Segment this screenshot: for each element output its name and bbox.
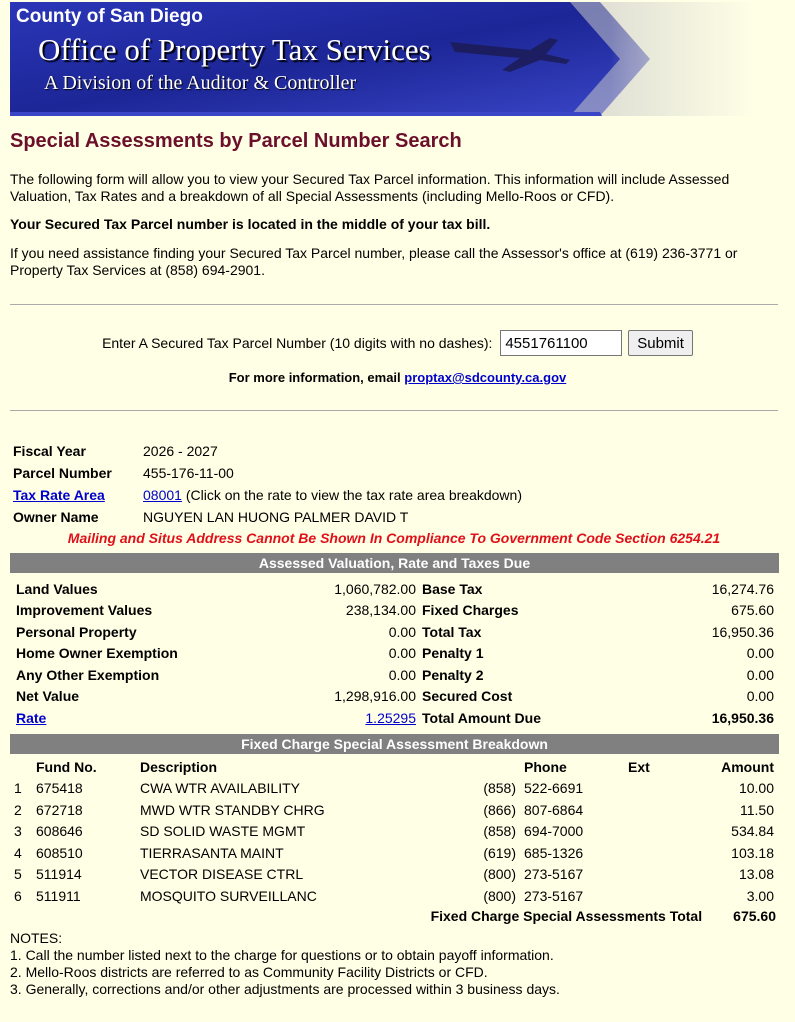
improvement-value: 238,134.00 [345,602,416,619]
fixed-charge-row [10,778,778,800]
fixed-charge-n: 2 [14,801,22,818]
search-label: Enter A Secured Tax Parcel Number (10 digits with no dashes): [102,335,493,351]
tax-rate-area-row [10,484,525,506]
home-owner-exemption-label: Home Owner Exemption [16,645,178,662]
penalty-2-label: Penalty 2 [422,666,484,683]
fixed-charge-fund: 608510 [36,844,83,861]
total-due-label: Total Amount Due [422,709,541,726]
fixed-charge-row [10,821,778,843]
owner-value: NGUYEN LAN HUONG PALMER DAVID T [143,509,409,525]
total-tax-label: Total Tax [422,623,482,640]
fixed-charges-label: Fixed Charges [422,602,519,619]
fixed-charge-amount: 3.00 [746,887,774,904]
fixed-charge-ext [624,821,686,843]
fixed-charge-header-row [10,756,778,778]
fixed-charge-phone: 522-6691 [524,780,584,797]
penalty-2-value: 0.00 [746,666,774,683]
fixed-charge-area: (800) [483,866,516,883]
valuation-table [13,578,777,729]
intro-parcel-location: Your Secured Tax Parcel number is located in the middle of your tax bill. [10,216,491,232]
owner-row [10,506,525,528]
note-2: 2. Mello-Roos districts are referred to as Community Facility Districts or CFD. [10,964,488,980]
fixed-charge-area: (858) [483,823,516,840]
valuation-row [13,686,777,708]
tax-rate-area-value-link[interactable]: 08001 [143,487,182,503]
fixed-charge-n: 1 [14,780,22,797]
col-phone: Phone [524,758,567,775]
fixed-charge-desc: MWD WTR STANDBY CHRG [140,801,325,818]
fixed-charge-fund: 511911 [36,887,81,904]
fixed-charges-value: 675.60 [731,602,774,619]
fixed-charge-total-value: 675.60 [733,908,776,924]
penalty-1-value: 0.00 [746,645,774,662]
personal-property-label: Personal Property [16,623,137,640]
note-3: 3. Generally, corrections and/or other adjustments are processed within 3 business days. [10,981,560,997]
secured-cost-value: 0.00 [746,688,774,705]
fixed-charge-total-label: Fixed Charge Special Assessments Total [430,908,703,924]
valuation-row [13,664,777,686]
valuation-row [13,707,777,729]
header-banner [10,2,755,116]
parcel-number-input[interactable] [500,330,622,356]
separator-top [10,304,778,305]
fixed-charge-amount: 11.50 [740,801,774,818]
rate-value-link[interactable]: 1.25295 [365,709,416,726]
fixed-charge-n: 3 [14,823,22,840]
fixed-charge-amount: 103.18 [731,844,774,861]
submit-button[interactable]: Submit [628,330,693,356]
fixed-charge-row [10,885,778,907]
fixed-charge-ext [624,799,686,821]
fixed-charge-n: 6 [14,887,22,904]
valuation-row [13,621,777,643]
valuation-row [13,643,777,665]
secured-cost-label: Secured Cost [422,688,513,705]
banner-division: A Division of the Auditor & Controller [44,72,357,94]
more-info [0,370,795,385]
search-form [0,330,795,356]
fixed-charge-amount: 13.08 [738,866,774,883]
intro-paragraph: The following form will allow you to view your Secured Tax Parcel information. This information will include Assessed Valuation, Tax Rates and a breakdown of all Special Assessments (including Mello-Roos or CFD). [10,171,730,204]
fiscal-year-value: 2026 - 2027 [143,443,218,459]
fixed-charge-row [10,799,778,821]
fixed-charge-fund: 672718 [36,801,83,818]
email-link[interactable]: proptax@sdcounty.ca.gov [404,370,567,385]
total-tax-value: 16,950.36 [711,623,774,640]
fixed-charge-desc: SD SOLID WASTE MGMT [140,823,306,840]
fixed-charge-row [10,864,778,886]
fixed-charge-ext [624,842,686,864]
fixed-charge-fund: 675418 [36,780,83,797]
separator-bottom [10,410,778,411]
valuation-row [13,578,777,600]
tax-rate-area-note: (Click on the rate to view the tax rate area breakdown) [185,487,522,503]
owner-label: Owner Name [13,509,99,525]
col-ext: Ext [628,758,650,775]
fixed-charge-area: (858) [483,780,516,797]
tax-rate-area-link[interactable]: Tax Rate Area [13,487,105,503]
fixed-charge-desc: MOSQUITO SURVEILLANC [140,887,317,904]
fixed-charge-area: (800) [483,887,516,904]
base-tax-label: Base Tax [422,580,483,597]
parcel-info-table [10,440,525,528]
total-due-value: 16,950.36 [711,709,774,726]
banner-county: County of San Diego [16,6,203,27]
penalty-1-label: Penalty 1 [422,645,484,662]
fiscal-year-row [10,440,525,462]
fixed-charge-fund: 608646 [36,823,83,840]
fixed-charge-area: (619) [483,844,516,861]
fixed-charge-amount: 534.84 [731,823,774,840]
fixed-charge-ext [624,885,686,907]
fixed-charge-ext [624,778,686,800]
col-amount: Amount [721,758,774,775]
land-label: Land Values [16,580,98,597]
fiscal-year-label: Fiscal Year [13,443,86,459]
fixed-charge-phone: 273-5167 [524,887,584,904]
fixed-charge-row [10,842,778,864]
other-exemption-label: Any Other Exemption [16,666,160,683]
fixed-charge-desc: CWA WTR AVAILABILITY [140,780,300,797]
improvement-label: Improvement Values [16,602,153,619]
banner-office: Office of Property Tax Services [38,32,431,67]
other-exemption-value: 0.00 [388,666,416,683]
net-value: 1,298,916.00 [334,688,416,705]
fixed-charge-phone: 273-5167 [524,866,584,883]
parcel-number-row [10,462,525,484]
fixed-charge-phone: 694-7000 [524,823,584,840]
rate-link[interactable]: Rate [16,709,47,726]
more-info-text: For more information, email [228,370,401,385]
notes-title: NOTES: [10,930,63,946]
note-1: 1. Call the number listed next to the charge for questions or to obtain payoff information. [10,947,554,963]
home-owner-exemption-value: 0.00 [388,645,416,662]
fixed-charge-area: (866) [483,801,516,818]
fixed-charge-fund: 511914 [36,866,82,883]
net-value-label: Net Value [16,688,80,705]
notes [10,930,560,998]
fixed-charge-n: 4 [14,844,22,861]
page-title: Special Assessments by Parcel Number Search [10,130,462,152]
valuation-row [13,600,777,622]
fixed-charge-n: 5 [14,866,22,883]
fixed-charge-phone: 807-6864 [524,801,584,818]
fixed-charge-desc: VECTOR DISEASE CTRL [140,866,304,883]
address-warning: Mailing and Situs Address Cannot Be Shown In Compliance To Government Code Section 6254.21 [67,530,721,546]
valuation-header: Assessed Valuation, Rate and Taxes Due [10,553,779,573]
base-tax-value: 16,274.76 [711,580,774,597]
col-description: Description [140,758,218,775]
fixed-charge-desc: TIERRASANTA MAINT [140,844,284,861]
fixed-charge-total [10,908,776,924]
fixed-charge-phone: 685-1326 [524,844,584,861]
personal-property-value: 0.00 [388,623,416,640]
parcel-number-value: 455-176-11-00 [143,465,234,481]
col-fund: Fund No. [36,758,97,775]
parcel-number-label: Parcel Number [13,465,112,481]
fixed-charge-header: Fixed Charge Special Assessment Breakdown [10,734,779,754]
fixed-charge-ext [624,864,686,886]
fixed-charge-table [10,756,778,907]
intro-assistance: If you need assistance finding your Secured Tax Parcel number, please call the Assessor's office at (619) 236-3771 or Property Tax Services at (858) 694-2901. [10,245,738,278]
land-value: 1,060,782.00 [334,580,416,597]
fixed-charge-amount: 10.00 [738,780,774,797]
